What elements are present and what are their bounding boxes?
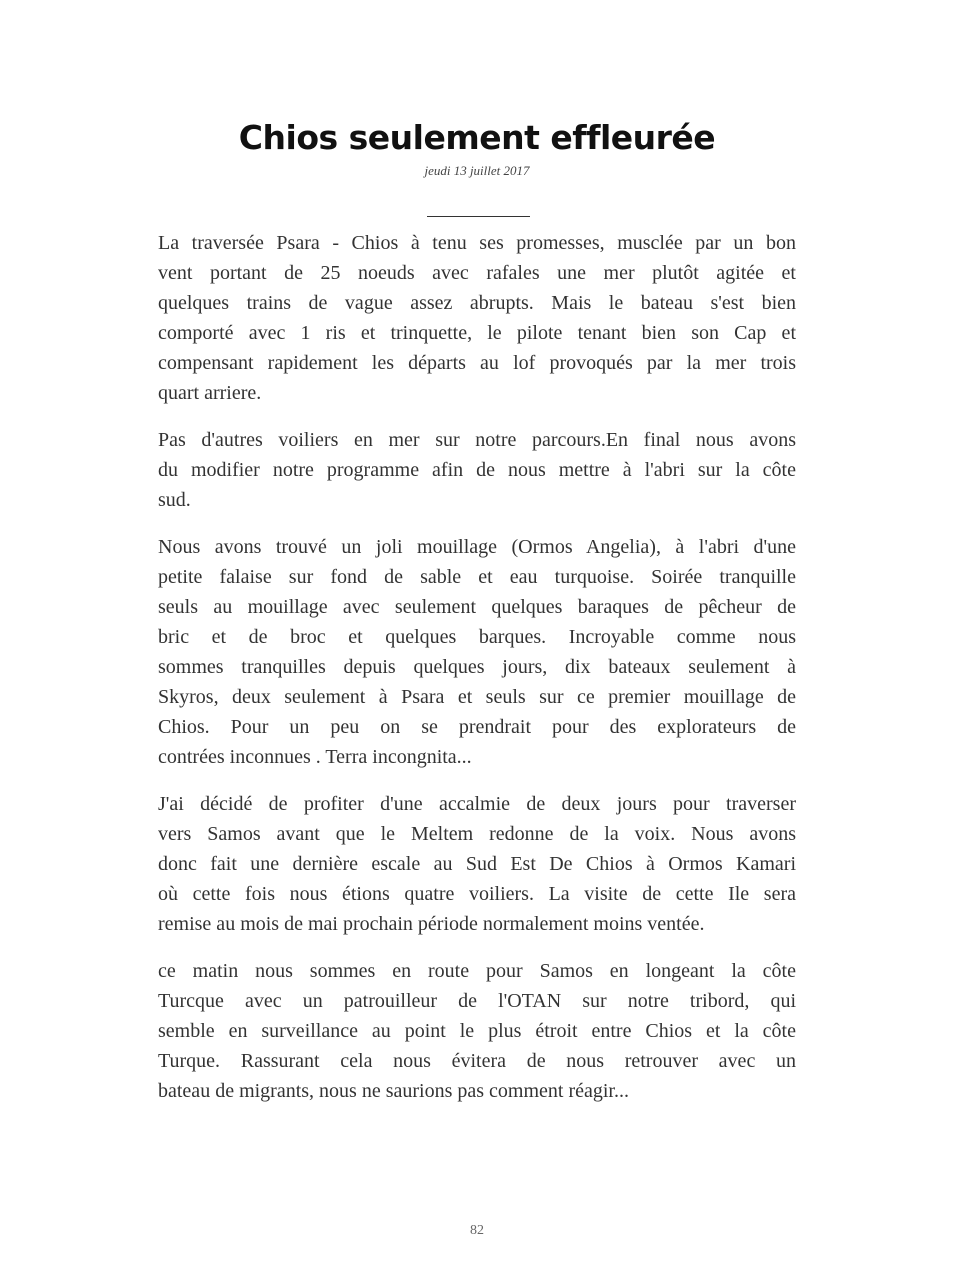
text-line: Chios. Pour un peu on se prendrait pour des explorateurs de	[158, 716, 796, 738]
text-line: semble en surveillance au point le plus étroit entre Chios et la côte	[158, 1020, 796, 1042]
text-line: sud.	[158, 489, 191, 511]
text-line: Nous avons trouvé un joli mouillage (Ormos Angelia), à l'abri d'une	[158, 536, 796, 558]
text-line: Pas d'autres voiliers en mer sur notre parcours.En final nous avons	[158, 429, 796, 451]
text-line: petite falaise sur fond de sable et eau turquoise. Soirée tranquille	[158, 566, 796, 588]
text-line: comporté avec 1 ris et trinquette, le pilote tenant bien son Cap et	[158, 322, 796, 344]
text-line: quelques trains de vague assez abrupts. Mais le bateau s'est bien	[158, 292, 796, 314]
paragraph	[158, 532, 796, 772]
text-line: bateau de migrants, nous ne saurions pas comment réagir...	[158, 1080, 629, 1102]
text-line: Turcque avec un patrouilleur de l'OTAN sur notre tribord, qui	[158, 990, 796, 1012]
text-line: du modifier notre programme afin de nous mettre à l'abri sur la côte	[158, 459, 796, 481]
text-line: quart arriere.	[158, 382, 262, 404]
post-date: jeudi 13 juillet 2017	[424, 163, 530, 178]
text-line: compensant rapidement les départs au lof provoqués par la mer trois	[158, 352, 796, 374]
text-line: Turque. Rassurant cela nous évitera de nous retrouver avec un	[158, 1050, 796, 1072]
text-line: seuls au mouillage avec seulement quelques baraques de pêcheur de	[158, 596, 796, 618]
page-number: 82	[470, 1223, 484, 1238]
text-line: bric et de broc et quelques barques. Incroyable comme nous	[158, 626, 796, 648]
paragraph	[158, 425, 796, 515]
paragraph	[158, 228, 796, 408]
paragraph	[158, 956, 796, 1106]
text-line: ce matin nous sommes en route pour Samos en longeant la côte	[158, 960, 796, 982]
page-title: Chios seulement effleurée	[238, 118, 716, 157]
text-line: vers Samos avant que le Meltem redonne de la voix. Nous avons	[158, 823, 796, 845]
divider	[427, 216, 530, 217]
text-line: La traversée Psara - Chios à tenu ses promesses, musclée par un bon	[158, 232, 796, 254]
text-line: sommes tranquilles depuis quelques jours, dix bateaux seulement à	[158, 656, 796, 678]
text-line: contrées inconnues . Terra incongnita...	[158, 746, 472, 768]
text-line: J'ai décidé de profiter d'une accalmie de deux jours pour traverser	[158, 793, 796, 815]
text-line: où cette fois nous étions quatre voiliers. La visite de cette Ile sera	[158, 883, 796, 905]
text-line: donc fait une dernière escale au Sud Est De Chios à Ormos Kamari	[158, 853, 796, 875]
text-line: remise au mois de mai prochain période normalement moins ventée.	[158, 913, 705, 935]
text-line: vent portant de 25 noeuds avec rafales une mer plutôt agitée et	[158, 262, 796, 284]
article-body	[158, 228, 796, 1123]
text-line: Skyros, deux seulement à Psara et seuls sur ce premier mouillage de	[158, 686, 796, 708]
paragraph	[158, 789, 796, 939]
